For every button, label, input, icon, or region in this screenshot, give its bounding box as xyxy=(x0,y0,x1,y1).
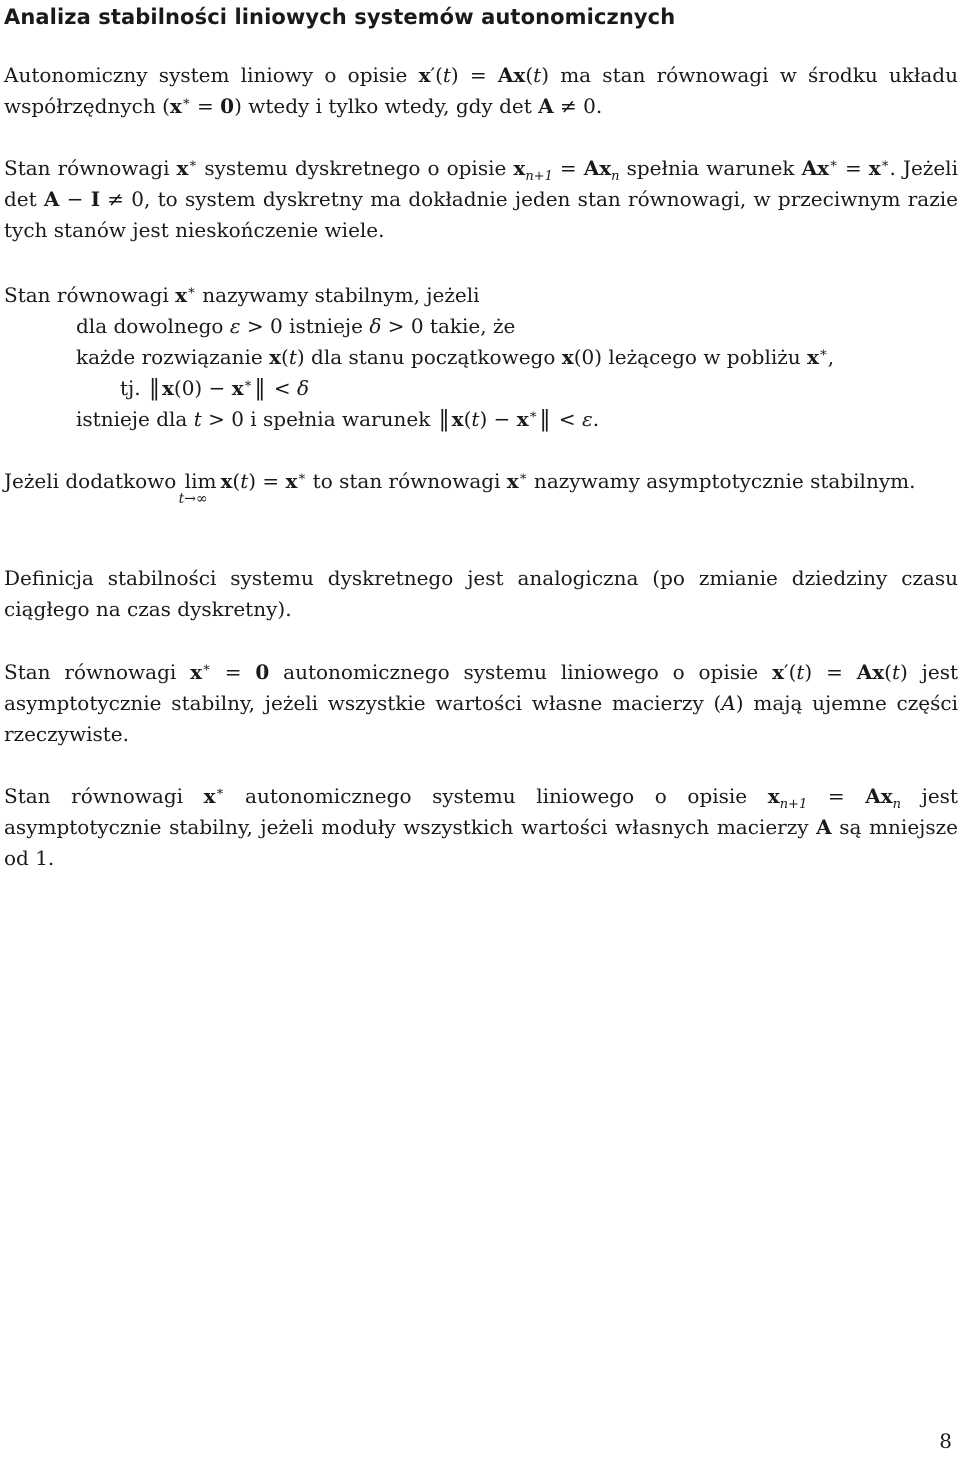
limit-operator: lim t→∞ xyxy=(178,469,217,507)
paragraph-discrete-equilibrium: Stan równowagi x∗ systemu dyskretnego o opisie $x_{n+1} = Ax_n$ spełnia warunek Ax∗ = x∗. Jeżeli det A − I ≠ 0, to system dyskretny ma dokładnie jeden stan równowagi, w przeciwnym razie tych stanów jest nieskończenie wiele. xyxy=(4,156,958,242)
definition-line-1: Stan równowagi x∗ nazywamy stabilnym, jeżeli xyxy=(4,283,480,307)
definition-line-4: tj. ‖ x(0) − x∗‖ < δ xyxy=(120,376,310,401)
section-title: Analiza stabilności liniowych systemów autonomicznych xyxy=(4,5,676,29)
paragraph-discrete-definition: Definicja stabilności systemu dyskretnego jest analogiczna (po zmianie dziedziny czasu ciągłego na czas dyskretny). xyxy=(4,566,958,621)
paragraph-continuous-criterion: Stan równowagi x∗ = 0 autonomicznego systemu liniowego o opisie x′(t) = Ax(t) jest asymptotycznie stabilny, jeżeli wszystkie wartości własne macierzy (A) mają ujemne części rzeczywiste. xyxy=(4,660,958,746)
stability-definition xyxy=(4,280,958,435)
definition-line-3: każde rozwiązanie x(t) dla stanu początkowego x(0) leżącego w pobliżu x∗, xyxy=(76,345,835,369)
definition-line-5: istnieje dla t > 0 i spełnia warunek ‖ x(t) − x∗‖ < ε. xyxy=(76,407,600,432)
definition-line-2: dla dowolnego ε > 0 istnieje δ > 0 takie, że xyxy=(76,314,516,338)
document-page xyxy=(4,0,958,870)
paragraph-autonomous-equilibrium: Autonomiczny system liniowy o opisie x′(t) = Ax(t) ma stan równowagi w środku układu współrzędnych (x∗ = 0) wtedy i tylko wtedy, gdy det A ≠ 0. xyxy=(4,63,958,118)
paragraph-discrete-criterion: Stan równowagi x∗ autonomicznego systemu liniowego o opisie $x_{n+1} = Ax_n$ jest asymptotycznie stabilny, jeżeli moduły wszystkich wartości własnych macierzy A są mniejsze od 1. xyxy=(4,784,958,870)
paragraph-asymptotic-stability: Jeżeli dodatkowo lim t→∞ x(t) = x∗ to stan równowagi x∗ nazywamy asymptotycznie stabilnym. xyxy=(4,466,958,497)
page-number: 8 xyxy=(939,1429,952,1453)
